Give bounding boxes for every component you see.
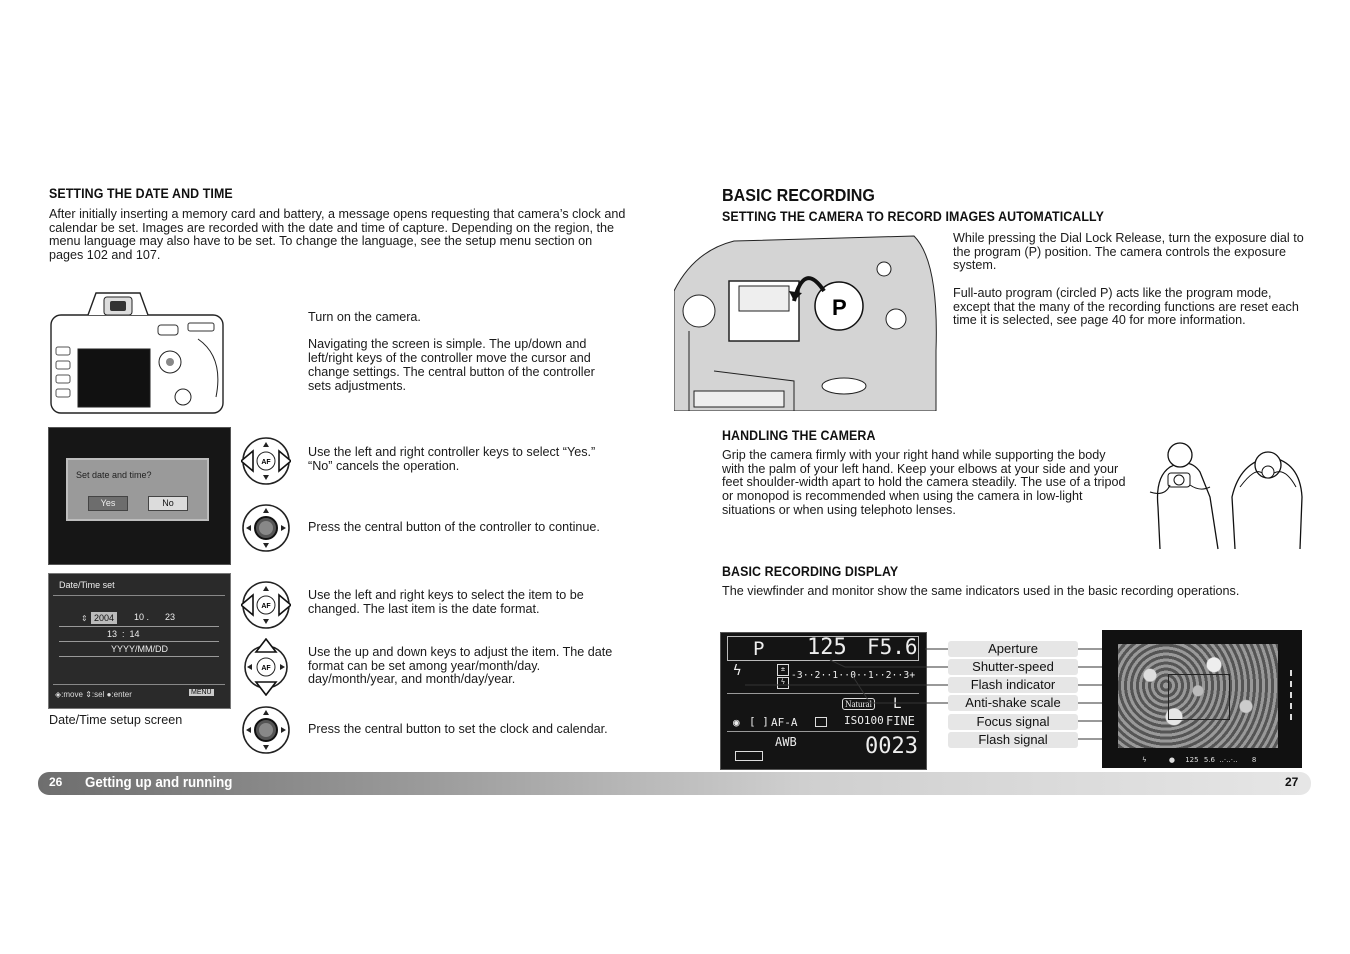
dt-help-move: :move xyxy=(61,690,83,699)
viewfinder-focus-frame xyxy=(1168,674,1230,720)
lcd-flash-icon: ϟ xyxy=(733,663,742,679)
dt-day-field[interactable]: 23 xyxy=(165,612,176,622)
lcd-exposure-comp-icon: ± xyxy=(777,664,789,676)
dt-format-field[interactable]: YYYY/MM/DD xyxy=(111,644,169,654)
step1-navigation: Navigating the screen is simple. The up/down and left/right keys of the controller move the cursor and change settings. The central button of the controller sets adjustments. xyxy=(308,337,595,393)
dt-help-sel: :sel xyxy=(91,690,105,699)
vf-count: 8 xyxy=(1251,756,1257,764)
lcd-iso: ISO100 xyxy=(844,714,884,727)
svg-text:AF: AF xyxy=(261,459,271,466)
vf-shutter: 125 xyxy=(1185,756,1199,764)
dt-year-field[interactable]: 2004 xyxy=(91,612,117,624)
label-focus-signal: Focus signal xyxy=(948,714,1078,730)
label-anti-shake-scale: Anti-shake scale xyxy=(948,695,1078,711)
vf-focus-signal-icon: ● xyxy=(1168,756,1175,764)
lcd-mode: P xyxy=(753,638,765,660)
viewfinder-shake-scale xyxy=(1290,670,1294,720)
step4-text: Use the left and right keys to select the item to be changed. The last item is the date format. xyxy=(308,588,584,616)
viewfinder-readout xyxy=(1142,756,1256,764)
label-flash-indicator: Flash indicator xyxy=(948,677,1078,693)
display-heading: BASIC RECORDING DISPLAY xyxy=(722,564,899,579)
left-chapter-title: Getting up and running xyxy=(85,775,233,791)
lcd-aperture: F5.6 xyxy=(867,635,918,659)
date-time-heading: SETTING THE DATE AND TIME xyxy=(49,186,233,201)
handling-text: Grip the camera firmly with your right hand while supporting the body with the palm of your left hand. Keep your elbows at your side and your feet shoulder-width apart to hold the camera steadily. The use of a tripod or monopod is recommended when using the camera in low-light situations or when using telephoto lenses. xyxy=(722,448,1126,517)
step1-turn-on: Turn on the camera. xyxy=(308,310,421,324)
step3-text: Press the central button of the controller to continue. xyxy=(308,520,600,534)
svg-text:AF: AF xyxy=(261,603,271,610)
auto-record-p1: While pressing the Dial Lock Release, turn the exposure dial to the program (P) position. The camera controls the exposure system. xyxy=(953,231,1304,273)
right-page-number: 27 xyxy=(1285,775,1299,789)
dt-help-sel-icon: ⇕ xyxy=(85,690,92,699)
date-time-intro: After initially inserting a memory card and battery, a message opens requesting that camera’s clock and calendar be set. Images are recorded with the date and time of capture. Depending on the region, the menu language may also have to be set. To change the language, see the setup menu section on pages 102 and 107. xyxy=(49,207,626,263)
dt-help-enter-icon: ● xyxy=(106,690,112,699)
auto-record-heading: SETTING THE CAMERA TO RECORD IMAGES AUTOMATICALLY xyxy=(722,209,1104,224)
dialog-title: Set date and time? xyxy=(76,470,152,480)
lcd-scale: -3··2··1··0··1··2··3+ xyxy=(791,670,916,681)
step5-text: Use the up and down keys to adjust the item. The date format can be set among year/month/day. day/month/year, and month/day/year. xyxy=(308,645,613,687)
lcd-focus-area-icon: [ ] xyxy=(749,715,769,728)
display-text: The viewfinder and monitor show the same indicators used in the basic recording operations. xyxy=(722,584,1240,598)
handling-heading: HANDLING THE CAMERA xyxy=(722,428,876,443)
lcd-af: AF-A xyxy=(771,716,798,729)
label-aperture: Aperture xyxy=(948,641,1078,657)
lcd-wb: AWB xyxy=(775,735,797,749)
lcd-count: 0023 xyxy=(865,734,918,759)
lcd-quality-size: L xyxy=(893,696,902,712)
dialog-no-button[interactable]: No xyxy=(148,496,188,511)
step6-text: Press the central button to set the clock and calendar. xyxy=(308,722,608,736)
lcd-quality: FINE xyxy=(886,714,915,728)
vf-flash-signal-icon: ϟ xyxy=(1142,756,1147,764)
label-shutter-speed: Shutter-speed xyxy=(948,659,1078,675)
step2-text: Use the left and right controller keys to select “Yes.” “No” cancels the operation. xyxy=(308,445,596,473)
lcd-metering-icon: ◉ xyxy=(733,716,740,729)
dial-p-mark: P xyxy=(832,295,847,320)
dt-help-move-icon: ◈ xyxy=(55,690,62,699)
vf-scale-icon: ‥·‥·‥ xyxy=(1219,756,1238,764)
dialog-yes-button[interactable]: Yes xyxy=(88,496,128,511)
vf-aperture: 5.6 xyxy=(1203,756,1215,764)
dt-time-field[interactable]: 13 : 14 xyxy=(107,629,140,639)
dt-menu-badge: MENU xyxy=(191,689,212,696)
lcd-flash-comp-icon: ϟ xyxy=(777,677,789,689)
auto-record-p2: Full-auto program (circled P) acts like the program mode, except that the many of the recording functions are reset each time it is selected, see page 40 for more information. xyxy=(953,285,1299,328)
dt-updown-icon: ⇕ xyxy=(81,614,88,623)
dt-month-field[interactable]: 10 . xyxy=(134,612,150,622)
lcd-style-badge: Natural xyxy=(842,698,875,710)
date-time-caption: Date/Time setup screen xyxy=(49,713,183,727)
left-page-number: 26 xyxy=(49,775,63,789)
dt-help-enter: :enter xyxy=(111,690,132,699)
viewfinder-image xyxy=(1102,630,1302,768)
svg-text:AF: AF xyxy=(261,665,271,672)
label-flash-signal: Flash signal xyxy=(948,732,1078,748)
dt-title: Date/Time set xyxy=(59,580,115,590)
basic-recording-title: BASIC RECORDING xyxy=(722,185,875,205)
lcd-shutter: 125 xyxy=(807,635,847,660)
